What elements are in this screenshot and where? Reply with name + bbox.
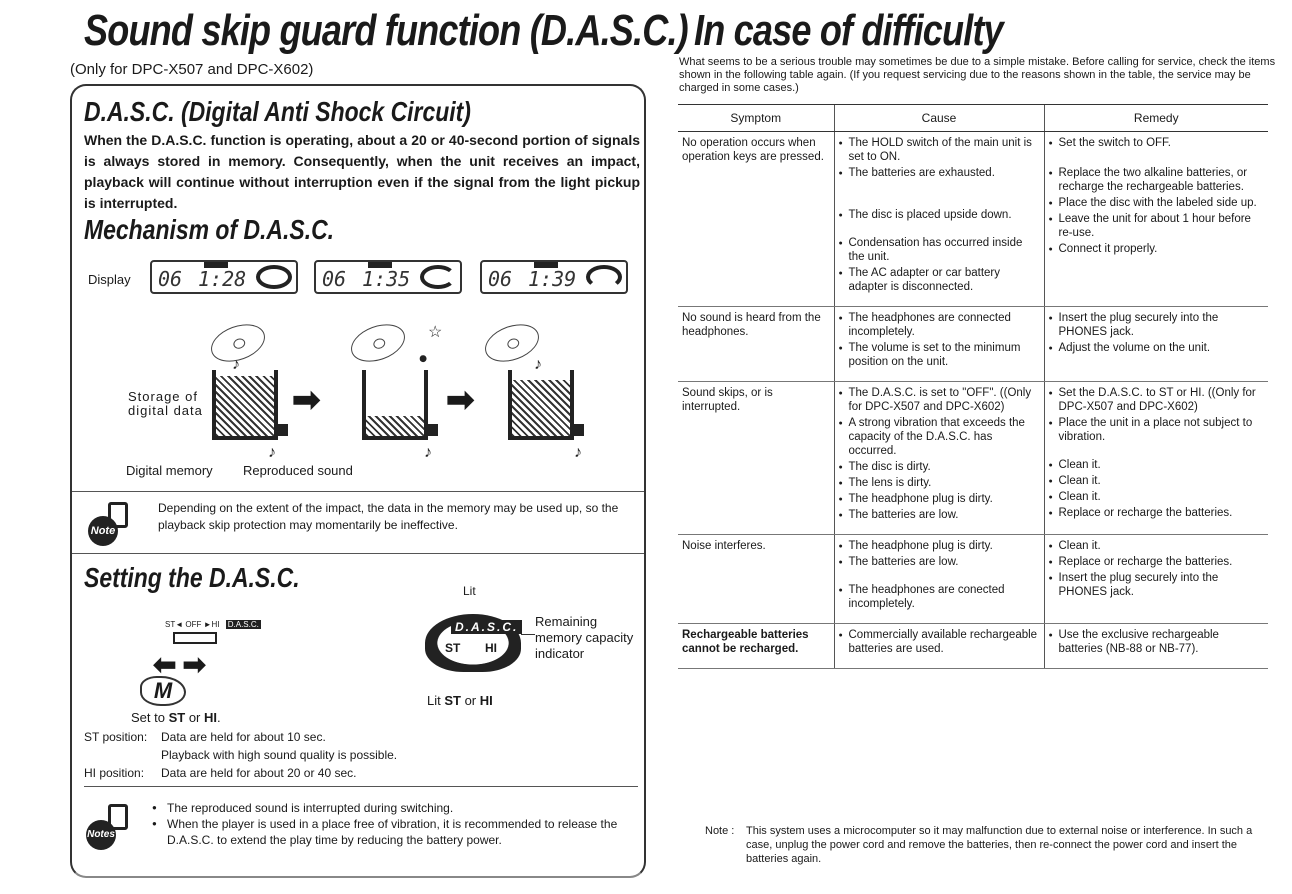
digital-memory-label: Digital memory <box>126 463 213 478</box>
remedy-cell <box>1044 307 1268 382</box>
music-note-icon: ♪ <box>574 444 582 461</box>
cause-cell <box>834 382 1044 535</box>
notes-badge: Notes <box>86 820 116 850</box>
remedy-item: ● Place the disc with the labeled side up. <box>1049 196 1265 210</box>
table-row <box>678 132 1268 307</box>
symptom-cell: Noise interferes. <box>678 535 834 624</box>
remedy-item: ● Replace the two alkaline batteries, or recharge the rechargeable batteries. <box>1049 166 1265 194</box>
cause-item: ● The headphones are connected incompletely. <box>839 311 1040 339</box>
model-note: (Only for DPC-X507 and DPC-X602) <box>70 61 314 78</box>
lcd-track: 06 <box>488 267 513 291</box>
divider <box>72 553 644 554</box>
right-arrow-icon: ➡ <box>292 381 321 419</box>
leader-line <box>521 634 535 635</box>
cause-cell <box>834 307 1044 382</box>
position-line: Data are held for about 20 or 40 sec. <box>161 766 357 780</box>
remedy-item: ● Clean it. <box>1049 458 1265 472</box>
remedy-item: ● Clean it. <box>1049 474 1265 488</box>
remedy-item: ● Adjust the volume on the unit. <box>1049 341 1265 355</box>
header-cause: Cause <box>834 105 1044 132</box>
dial-hi-label: HI <box>485 641 497 655</box>
setting-heading: Setting the D.A.S.C. <box>84 562 300 593</box>
remedy-item: ● Use the exclusive rechargeable batteries (NB-88 or NB-77). <box>1049 628 1265 656</box>
notes-list <box>152 800 640 848</box>
cause-item: ● Commercially available rechargeable batteries are used. <box>839 628 1040 656</box>
cause-cell <box>834 624 1044 669</box>
cause-item: ● The batteries are low. <box>839 555 1040 569</box>
symptom-cell: No sound is heard from the headphones. <box>678 307 834 382</box>
position-line: Playback with high sound quality is possible. <box>161 748 398 762</box>
remedy-item: ● Place the unit in a place not subject to vibration. <box>1049 416 1265 444</box>
cause-cell <box>834 132 1044 307</box>
header-symptom: Symptom <box>678 105 834 132</box>
lcd-display <box>314 260 462 294</box>
lcd-time: 1:35 <box>362 267 411 291</box>
dasc-description: When the D.A.S.C. function is operating, about a 20 or 40-second portion of signals is always stored in memory. Consequently, when the unit receives an impact, playback will continue without interruption even if the signal from the light pickup is interrupted. <box>84 132 640 211</box>
switch-slot <box>173 632 217 644</box>
cause-item: ● The batteries are exhausted. <box>839 166 1040 180</box>
display-label: Display <box>88 272 131 287</box>
dial-tag: D.A.S.C. <box>451 620 522 634</box>
lit-label: Lit <box>463 584 476 598</box>
remedy-item: ● Clean it. <box>1049 490 1265 504</box>
remedy-item: ● Leave the unit for about 1 hour before re-use. <box>1049 212 1265 240</box>
memory-tank-icon <box>508 370 574 440</box>
remaining-memory-indicator <box>425 614 521 672</box>
dasc-heading: D.A.S.C. (Digital Anti Shock Circuit) <box>84 96 471 127</box>
footer-note <box>705 824 1275 866</box>
dial-st-label: ST <box>445 641 461 655</box>
cause-item: ● The disc is placed upside down. <box>839 208 1040 222</box>
remedy-item: ● Replace or recharge the batteries. <box>1049 506 1265 520</box>
table-row <box>678 307 1268 382</box>
page-title: In case of difficulty <box>694 6 1003 55</box>
cause-item: ● The headphone plug is dirty. <box>839 539 1040 553</box>
dasc-indicator-icon <box>586 265 622 289</box>
memory-tank-icon <box>212 370 278 440</box>
table-row <box>678 535 1268 624</box>
table-row <box>678 382 1268 535</box>
position-line: Data are held for about 10 sec. <box>161 730 326 744</box>
footer-note-text: This system uses a microcomputer so it may malfunction due to external noise or interference. In such a case, unplug the power cord and remove the batteries, then re-connect the power cord and insert the batteries again. <box>746 825 1253 865</box>
notes-item: ● The reproduced sound is interrupted during switching. <box>152 800 640 816</box>
cause-cell <box>834 535 1044 624</box>
position-row <box>84 728 397 764</box>
note-badge: Note <box>88 516 118 546</box>
note-text: Depending on the extent of the impact, the data in the memory may be used up, so the playback skip protection may momentarily be ineffective. <box>158 501 619 532</box>
lcd-display <box>480 260 628 294</box>
table-header-row <box>678 105 1268 132</box>
remedy-cell <box>1044 535 1268 624</box>
cause-item: ● The headphone plug is dirty. <box>839 492 1040 506</box>
page-title: Sound skip guard function (D.A.S.C.) <box>84 6 688 55</box>
cause-item: ● The volume is set to the minimum position on the unit. <box>839 341 1040 369</box>
cause-item: ● The D.A.S.C. is set to "OFF". ((Only for DPC-X507 and DPC-X602) <box>839 386 1040 414</box>
intro-text: What seems to be a serious trouble may sometimes be due to a simple mistake. Before calling for service, check the items shown in the following table again. (If you request servicing due to the reasons shown in the table, the service may be charged in some cases.) <box>679 56 1276 94</box>
impact-hammer-icon: ● <box>413 348 433 369</box>
music-note-icon: ♪ <box>534 356 542 373</box>
remedy-cell <box>1044 382 1268 535</box>
cause-item: ● The disc is dirty. <box>839 460 1040 474</box>
music-note-icon: ♪ <box>268 444 276 461</box>
position-row <box>84 764 397 782</box>
position-key: ST position: <box>84 730 148 744</box>
lit-st-caption: Lit ST or HI <box>427 693 493 708</box>
remedy-cell <box>1044 624 1268 669</box>
footer-note-key: Note : <box>705 825 735 837</box>
mechanism-heading: Mechanism of D.A.S.C. <box>84 214 335 245</box>
music-note-icon: ♪ <box>424 444 432 461</box>
remedy-item: ● Set the D.A.S.C. to ST or HI. ((Only for DPC-X507 and DPC-X602) <box>1049 386 1265 414</box>
set-to-caption: Set to ST or HI. <box>131 710 221 725</box>
table-row <box>678 624 1268 669</box>
remedy-item: ● Insert the plug securely into the PHONES jack. <box>1049 311 1265 339</box>
switch-tag: D.A.S.C. <box>227 620 259 629</box>
header-remedy: Remedy <box>1044 105 1268 132</box>
hand-m-icon: M <box>140 676 186 706</box>
cause-item: ● Condensation has occurred inside the unit. <box>839 236 1040 264</box>
remedy-item: ● Set the switch to OFF. <box>1049 136 1265 150</box>
cause-item: ● The lens is dirty. <box>839 476 1040 490</box>
lcd-time: 1:39 <box>528 267 577 291</box>
remedy-item: ● Connect it properly. <box>1049 242 1265 256</box>
position-list <box>84 728 397 782</box>
lcd-time: 1:28 <box>198 267 247 291</box>
remedy-item: ● Clean it. <box>1049 539 1265 553</box>
dasc-indicator-icon <box>256 265 292 289</box>
symptom-cell: Rechargeable batteries cannot be recharged. <box>678 624 834 669</box>
music-note-icon: ♪ <box>232 356 240 373</box>
remedy-item: ● Replace or recharge the batteries. <box>1049 555 1265 569</box>
divider <box>72 491 644 492</box>
cause-item: ● The batteries are low. <box>839 508 1040 522</box>
lcd-track: 06 <box>322 267 347 291</box>
lcd-track: 06 <box>158 267 183 291</box>
reproduced-sound-label: Reproduced sound <box>243 463 353 478</box>
right-arrow-icon: ➡ <box>446 381 475 419</box>
remedy-item: ● Insert the plug securely into the PHONES jack. <box>1049 571 1265 599</box>
dasc-indicator-icon <box>420 265 456 289</box>
slide-arrows-icon: ⬅➡ <box>153 649 212 680</box>
symptom-cell: Sound skips, or is interrupted. <box>678 382 834 535</box>
impact-star-icon: ☆ <box>428 324 443 341</box>
switch-label: ST◄ OFF ►HI <box>165 620 220 629</box>
cause-item: ● A strong vibration that exceeds the capacity of the D.A.S.C. has occurred. <box>839 416 1040 458</box>
notes-item: ● When the player is used in a place free of vibration, it is recommended to release the D.A.S.C. to extend the play time by reducing the battery power. <box>152 816 640 848</box>
cause-item: ● The headphones are conected incompletely. <box>839 583 1040 611</box>
remedy-cell <box>1044 132 1268 307</box>
cause-item: ● The HOLD switch of the main unit is set to ON. <box>839 136 1040 164</box>
dasc-mode-switch <box>165 620 261 629</box>
symptom-cell: No operation occurs when operation keys are pressed. <box>678 132 834 307</box>
divider <box>84 786 638 787</box>
memory-tank-icon <box>362 370 428 440</box>
storage-label: Storage of digital data <box>128 389 203 418</box>
cause-item: ● The AC adapter or car battery adapter is disconnected. <box>839 266 1040 294</box>
lcd-display <box>150 260 298 294</box>
remaining-memory-label: Remaining memory capacity indicator <box>535 614 634 661</box>
position-key: HI position: <box>84 766 145 780</box>
troubleshooting-table <box>678 104 1268 669</box>
